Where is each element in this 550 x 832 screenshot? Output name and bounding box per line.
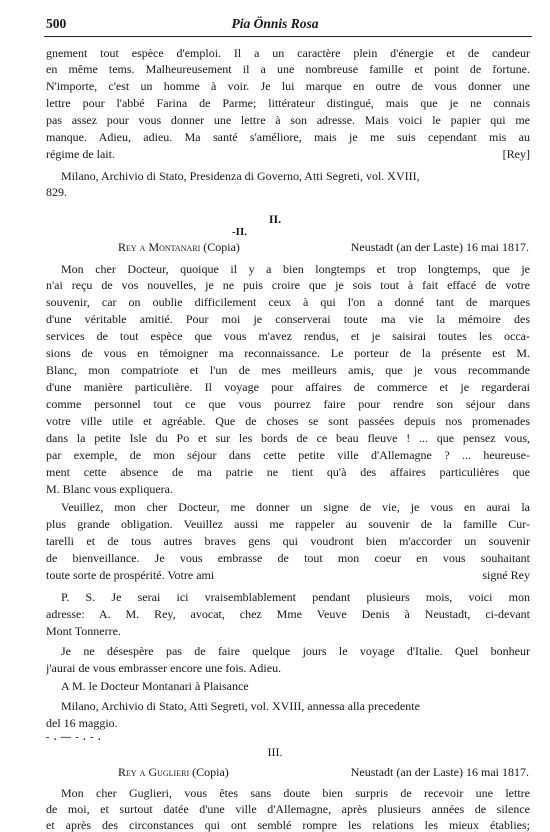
text-line: services de tout espèce que vous m'avez rendus, et je saisirai toutes les occa- (46, 329, 530, 343)
stray-mark: - . — - . - . (46, 732, 102, 743)
letter-heading (118, 765, 529, 779)
correspondents: Rey a Montanari (118, 240, 201, 254)
text-line: de moi, et surtout datée d'une ville d'Allemagne, après plusieurs années de silence (46, 802, 530, 816)
running-title: Pia Önnis Rosa (231, 16, 319, 31)
text-line: Mont Tonnerre. (46, 624, 121, 638)
place-date: Neustadt (an der Laste) 16 mai 1817. (350, 240, 529, 254)
place-date: Neustadt (an der Laste) 16 mai 1817. (350, 765, 529, 779)
text-line: manque. Adieu, adieu. Ma santé s'améliore, mais je me suis cependant mis au (46, 130, 530, 144)
copy-note: (Copia) (192, 765, 229, 779)
page-number: 500 (46, 16, 67, 31)
correspondents: Rey a Guglieri (118, 765, 190, 779)
signature: [Rey] (502, 147, 530, 161)
text-line: pas assez pour vous donner une lettre à son adresse. Mais voici le papier qui me (46, 113, 530, 127)
text-line: de bienveillance. Je vous embrasse de tout mon coeur en vous souhaitant (46, 551, 530, 565)
text-line: N'importe, c'est un homme à voir. Je lui marque en outre de vous donner une (46, 79, 530, 93)
text-line: M. Blanc vous expliquera. (46, 482, 173, 496)
text-line: régime de lait. (46, 147, 115, 161)
text-line: Blanc, mon compatriote et l'un de mes meilleurs amis, que je vous recommande (46, 363, 530, 377)
text-line: toute sorte de prospérité. Votre ami (46, 568, 215, 582)
text-line: plus grande obligation. Veuillez aussi me rappeler au souvenir de la famille Cur- (46, 517, 530, 531)
text-line: par exemple, de mon séjour dans cette petite ville d'Allemagne ? ... heureuse- (46, 448, 530, 462)
source-citation: 829. (46, 185, 67, 199)
text-line: votre ville utile et agréable. Que de choses se sont passées depuis nos promenades (46, 414, 530, 428)
text-line: dans la petite Isle du Po et sur les bords de ce beau fleuve ! ... que pensez vous, (46, 431, 530, 445)
text-line: Je ne désespère pas de faire quelque jours le voyage d'Italie. Quel bonheur (61, 644, 530, 658)
text-line: comme personnel tout ce que vous pourrez faire pour rendre son séjour dans (46, 397, 530, 411)
text-line: adresse: A. M. Rey, avocat, chez Mme Veuve Denis à Neustadt, ci-devant (46, 607, 530, 621)
text-line: Veuillez, mon cher Docteur, me donner un signe de vie, je vous en aurai la (61, 500, 530, 514)
signature: signé Rey (482, 568, 530, 582)
text-line: j'aurai de vous embrasser encore une fois. Adieu. (46, 661, 282, 675)
text-line: sions de vous en témoigner ma reconnaissance. Le porteur de la présente est M. (46, 346, 530, 360)
source-citation: Milano, Archivio di Stato, Atti Segreti, vol. XVIII, annessa alla precedente (61, 699, 420, 713)
header-rule (44, 36, 532, 37)
text-line: gnement tout espèce d'emploi. Il a un caractère plein d'énergie et de candeur (46, 46, 530, 60)
address-line: A M. le Docteur Montanari à Plaisance (61, 679, 249, 693)
source-citation: Milano, Archivio di Stato, Presidenza di Governo, Atti Segreti, vol. XVIII, (61, 169, 420, 183)
text-line: tarelli et de tous autres braves gens qui voudront bien m'accorder un souvenir (46, 534, 530, 548)
text-line: et après des circonstances qui ont semblé rompre les relations les mieux établies; (46, 818, 530, 832)
copy-note: (Copia) (203, 240, 240, 254)
text-line: ment cette absence de ma patrie ne tient qu'à des affaires particulières que (46, 465, 530, 479)
text-line: d'une manière particulière. Il voyage pour affaires de commerce et je regarderai (46, 380, 530, 394)
text-line: Mon cher Guglieri, vous êtes sans doute bien surpris de recevoir une lettre (61, 786, 530, 800)
text-line: Mon cher Docteur, quoique il y a bien longtemps et trop longtemps, que je (61, 262, 530, 276)
letter-heading (118, 240, 529, 254)
section-numeral: II. (268, 212, 282, 226)
stray-mark: -II. (232, 226, 247, 238)
section-numeral: III. (267, 745, 283, 759)
source-citation: del 16 maggio. (46, 716, 118, 730)
text-line: P. S. Je serai ici vraisemblablement pendant plusieurs mois, voici mon (61, 590, 530, 604)
text-line: d'une véritable amitié. Pour moi je conserverai toute ma vie la mémoire des (46, 312, 530, 326)
text-line: en même tems. Malheureusement il a une nombreuse famille et point de fortune. (46, 62, 530, 76)
text-line: lettre pour l'abbé Farina de Parme; littérateur distingué, mais que je ne connais (46, 96, 530, 110)
text-line: souvenir, car on oublie difficilement ceux à qui l'on a donné tant de marques (46, 295, 530, 309)
text-line: n'ai reçu de vos nouvelles, je ne puis croire que je sois tout à fait effacé de votre (46, 278, 530, 292)
